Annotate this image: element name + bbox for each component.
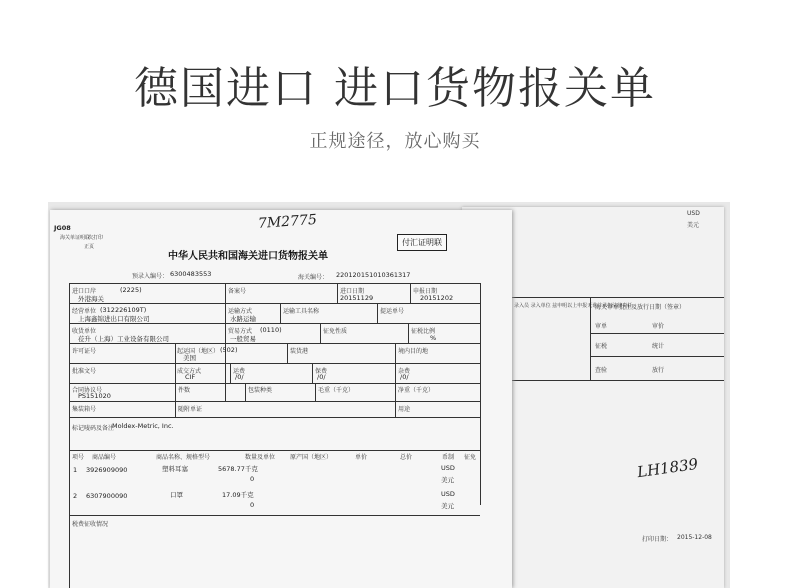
operator-code: (312226109T) [100, 306, 147, 314]
audit-label: 审单 [595, 323, 608, 330]
import-port-label: 进口口岸 [72, 288, 97, 295]
levy-label: 征免性质 [323, 328, 348, 335]
item-quantity: 5678.77千克 [218, 465, 258, 473]
container-label: 集装箱号 [72, 406, 97, 413]
item-code: 6307900090 [86, 492, 128, 500]
declare-date-label: 申报日期 [413, 288, 438, 295]
levy-ratio-label: 征税比例 [411, 328, 436, 335]
col-unit-price: 单价 [355, 454, 368, 461]
print-date-value: 2015-12-08 [677, 534, 712, 541]
item-currency-code: USD [441, 464, 455, 472]
col-levy: 征免 [464, 454, 477, 461]
stats-label: 统计 [652, 343, 665, 350]
import-date-value: 20151129 [340, 294, 374, 302]
levy-ratio-value: % [430, 334, 437, 342]
load-port-label: 装货港 [290, 348, 309, 355]
import-port-code: (2225) [120, 286, 142, 294]
handwritten-number: LH1839 [636, 454, 700, 482]
misc-value: /0/ [400, 373, 409, 381]
gross-weight-label: 毛重（千克） [318, 387, 355, 394]
item-currency-name: 美元 [441, 502, 454, 510]
prerecord-label: 预录入编号： [132, 273, 169, 280]
documents-label: 随附单证 [178, 406, 203, 413]
page-subtitle: 正规途径，放心购买 [309, 131, 481, 152]
col-quantity: 数量及单位 [245, 454, 276, 461]
handwritten-number: 7M2775 [257, 211, 318, 233]
item-currency-code: USD [441, 490, 455, 498]
record-no-label: 备案号 [228, 288, 247, 295]
pieces-label: 件数 [178, 387, 191, 394]
col-item-no: 项号 [72, 454, 85, 461]
item-code: 3926909090 [86, 466, 128, 474]
item-no: 1 [73, 466, 78, 474]
form-heading: 中华人民共和国海关进口货物报关单 [168, 251, 328, 262]
transport-value: 水路运输 [230, 315, 256, 323]
trade-mode-label: 贸易方式 [228, 328, 253, 335]
net-weight-label: 净重（千克） [398, 387, 435, 394]
item-no: 2 [73, 492, 78, 500]
deal-mode-value: CIF [185, 373, 196, 381]
form-code: JG08 [54, 224, 71, 232]
insurance-label: 保费 [315, 368, 328, 375]
declare-date-value: 20151202 [420, 294, 454, 302]
contract-label: 合同协议号 [72, 387, 103, 394]
consignee-label: 收货单位 [72, 328, 97, 335]
item-name: 塑料耳塞 [162, 465, 188, 473]
currency-name: 美元 [687, 222, 700, 229]
trade-mode-code: (0110) [260, 326, 282, 334]
levy-label: 征税 [595, 343, 608, 350]
operator-value: 上海鑫锦进出口有限公司 [78, 315, 150, 323]
item-currency-name: 美元 [441, 476, 454, 484]
item-quantity-secondary: 0 [250, 475, 255, 483]
import-date-label: 进口日期 [340, 288, 365, 295]
usage-label: 用途 [398, 406, 411, 413]
origin-country-value: 美国 [183, 354, 196, 362]
misc-label: 杂费 [398, 368, 411, 375]
print-count-label: 次打印 [88, 235, 104, 241]
trade-mode-value: 一般贸易 [230, 335, 256, 343]
customs-no-value: 220120151010361317 [336, 271, 411, 279]
insurance-value: /0/ [317, 373, 326, 381]
print-date-label: 打印日期： [642, 536, 673, 543]
col-commodity-name: 商品名称、规格型号 [156, 454, 211, 461]
marks-value: Moldex-Metric, Inc. [112, 422, 174, 430]
col-total-price: 总价 [400, 454, 413, 461]
col-currency: 币制 [442, 454, 455, 461]
marks-label: 标记唛码及备注 [72, 425, 115, 432]
currency-code: USD [687, 210, 700, 217]
contract-value: PS151020 [78, 392, 111, 400]
page-label: 正页 [84, 244, 95, 250]
approval-label: 批准文号 [72, 368, 97, 375]
import-port-value: 外港海关 [78, 295, 104, 303]
approve-label: 审价 [652, 323, 665, 330]
freight-label: 运费 [233, 368, 246, 375]
transport-label: 运输方式 [228, 308, 253, 315]
bill-no-label: 提运单号 [380, 308, 405, 315]
col-origin: 原产国（地区） [290, 454, 333, 461]
item-quantity: 17.09千克 [222, 491, 254, 499]
consignee-value: 莅升（上海）工业设备有限公司 [78, 335, 169, 343]
deal-mode-label: 成交方式 [177, 368, 202, 375]
certificate-stamp: 付汇证明联 [397, 234, 447, 251]
license-label: 许可证号 [72, 348, 97, 355]
copy-label: 海关单证明联 [60, 235, 91, 241]
vessel-label: 运输工具名称 [283, 308, 320, 315]
page-title: 德国进口 进口货物报关单 [134, 63, 656, 114]
col-commodity-code: 商品编号 [92, 454, 117, 461]
customs-approval-label: 海关审单批注及放行日期（签章） [595, 304, 686, 311]
operator-label: 经营单位 [72, 308, 97, 315]
inspect-label: 查验 [595, 367, 608, 374]
origin-country-code: (502) [220, 346, 238, 354]
destination-label: 境内目的地 [398, 348, 429, 355]
item-quantity-secondary: 0 [250, 501, 255, 509]
tax-label: 税费征收情况 [72, 521, 109, 528]
customs-declaration-form [50, 210, 512, 588]
origin-country-label: 起运国（地区） [177, 348, 220, 355]
declaration-label: 录入员 录入单位 兹申明以上申报无讹并承担法律责任 [514, 303, 633, 309]
release-label: 放行 [652, 367, 665, 374]
customs-no-label: 海关编号： [298, 274, 329, 281]
prerecord-value: 6300483553 [170, 270, 212, 278]
freight-value: /0/ [235, 373, 244, 381]
item-name: 口罩 [170, 491, 183, 499]
package-label: 包装种类 [248, 387, 273, 394]
